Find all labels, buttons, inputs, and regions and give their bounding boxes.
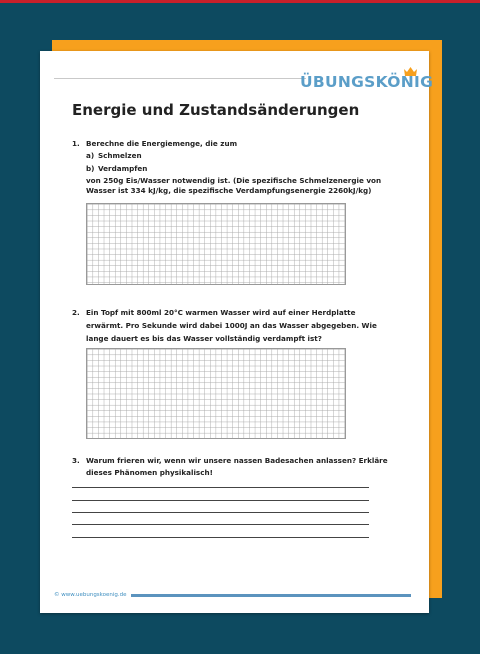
task1-line4: von 250g Eis/Wasser notwendig ist. (Die spezifische Schmelzenergie von [86,176,382,185]
task3-line1: Warum frieren wir, wenn wir unsere nassen Badesachen anlassen? Erkläre [86,456,388,465]
answer-line[interactable] [72,512,369,513]
page-title: Energie und Zustandsänderungen [72,101,360,119]
answer-line[interactable] [72,524,369,525]
task1-line1: Berechne die Energiemenge, die zum [86,139,238,148]
task1-item-b: Verdampfen [98,164,148,173]
footer-bar [131,594,411,597]
answer-line[interactable] [72,487,369,488]
task1-item-a: Schmelzen [98,151,142,160]
task3-line2: dieses Phänomen physikalisch! [86,468,213,477]
task1-item-a-label: a) [86,151,95,160]
task2-line1: Ein Topf mit 800ml 20°C warmen Wasser wird auf einer Herdplatte [86,308,356,317]
answer-grid-1[interactable] [86,203,346,285]
task3-number: 3. [72,456,80,465]
answer-line[interactable] [72,500,369,501]
task2-line2: erwärmt. Pro Sekunde wird dabei 1000J an das Wasser abgegeben. Wie [86,321,377,330]
brand-logo-text: ÜBUNGSKÖNIG [300,73,434,91]
top-edge-strip [0,0,480,3]
task1-item-b-label: b) [86,164,95,173]
header-rule [54,78,306,79]
task1-number: 1. [72,139,80,148]
footer-url[interactable]: © www.uebungskoenig.de [54,592,127,598]
answer-grid-2[interactable] [86,348,346,439]
answer-line[interactable] [72,537,369,538]
task1-line5: Wasser ist 334 kJ/kg, die spezifische Verdampfungsenergie 2260kJ/kg) [86,186,372,195]
worksheet-page [40,51,434,613]
task2-number: 2. [72,308,80,317]
task2-line3: lange dauert es bis das Wasser vollständig verdampft ist? [86,334,322,343]
